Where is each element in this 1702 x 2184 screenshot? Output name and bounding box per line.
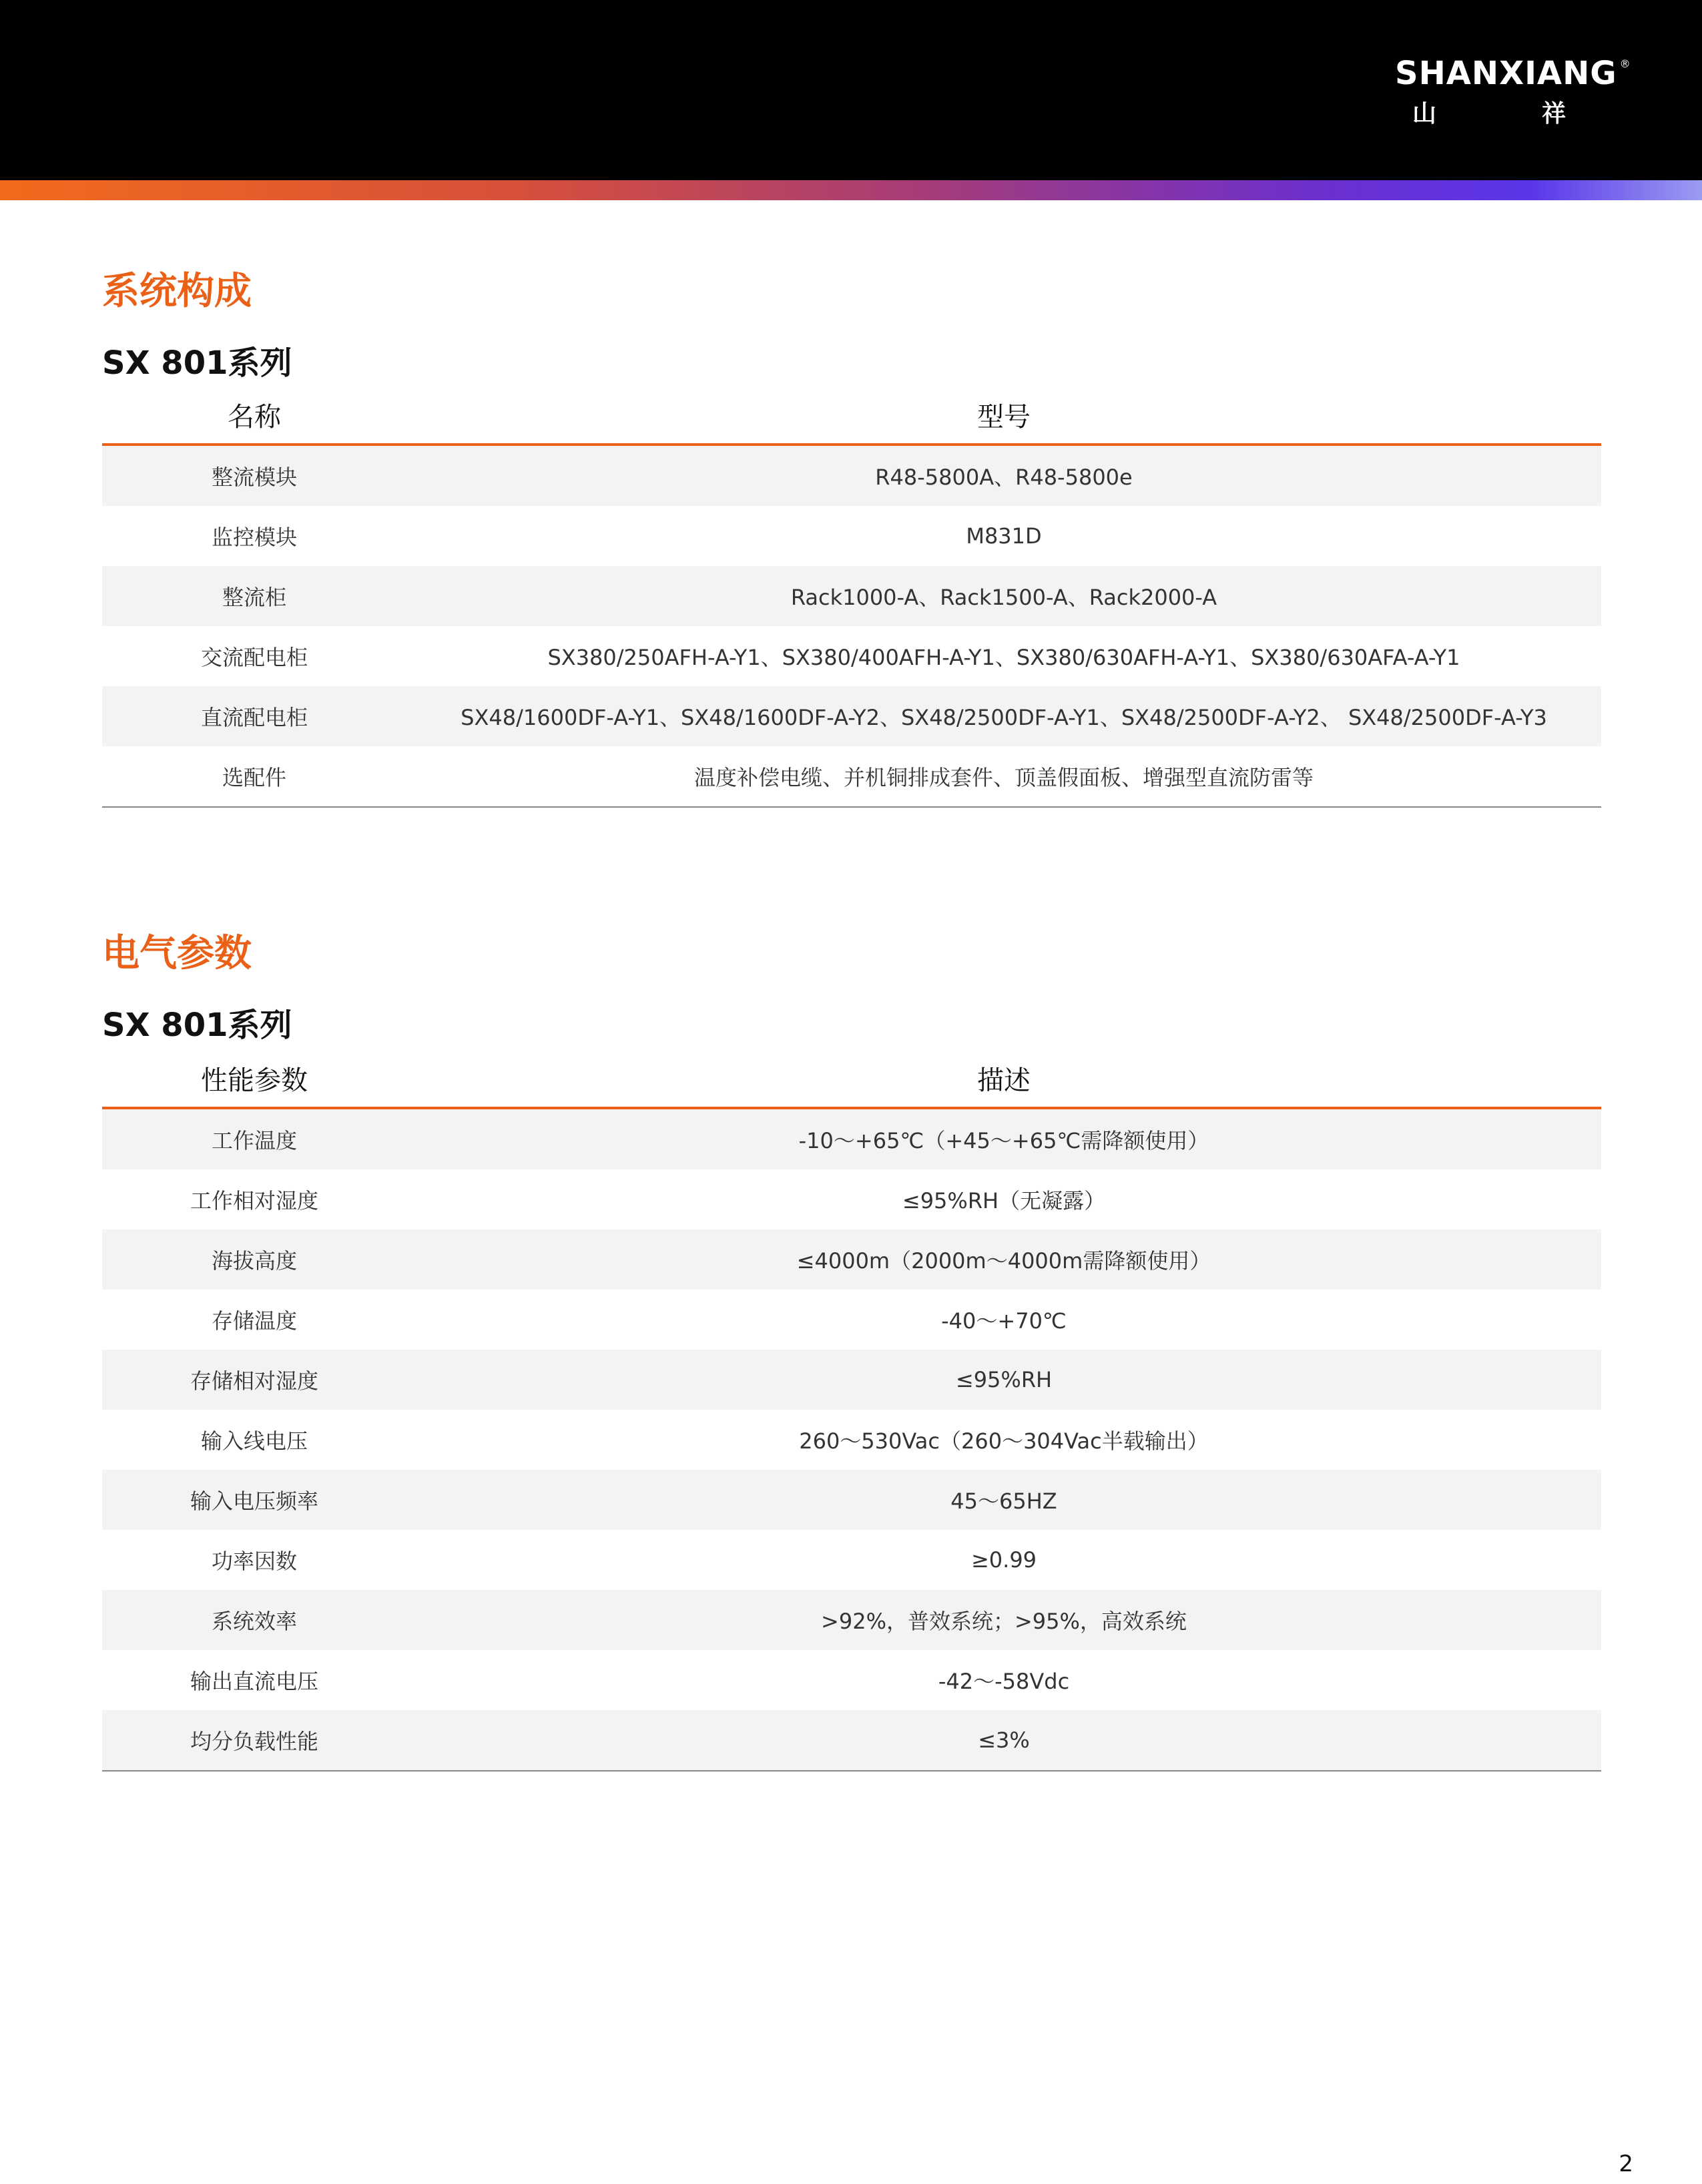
- electrical-section-title: 电气参数: [102, 932, 252, 975]
- system-section-title: 系统构成: [102, 270, 252, 313]
- table-row: [102, 445, 1601, 506]
- brand-cn-left: 山: [1412, 100, 1437, 127]
- page-header: [0, 0, 1702, 180]
- table-row: [102, 506, 1601, 566]
- row-name: 系统效率: [102, 1590, 406, 1650]
- brand-name: SHANXIANG ®: [1395, 55, 1631, 92]
- row-name: 选配件: [102, 746, 406, 807]
- row-value: R48-5800A、R48-5800e: [406, 445, 1601, 506]
- row-value: ≥0.99: [970, 1547, 1037, 1573]
- page-number: 2: [1619, 2151, 1633, 2177]
- row-value: SX48/1600DF-A-Y1、SX48/1600DF-A-Y2、SX48/2500DF-A-Y1、SX48/2500DF-A-Y2、 SX48/2500DF-A-Y3: [406, 686, 1601, 746]
- table-header-row: [102, 1049, 1601, 1108]
- row-name: 输入线电压: [200, 1428, 308, 1454]
- table-row: [102, 1108, 1601, 1169]
- row-value: SX380/250AFH-A-Y1、SX380/400AFH-A-Y1、SX380/630AFH-A-Y1、SX380/630AFA-A-Y1: [547, 645, 1460, 670]
- row-value: ≤4000m（2000m～4000m需降额使用）: [406, 1230, 1601, 1290]
- system-composition-table: [102, 386, 1601, 808]
- row-value: ≤3%: [406, 1710, 1601, 1771]
- table-header-row: [102, 386, 1601, 445]
- electrical-parameters-table: [102, 1049, 1601, 1771]
- row-value: >92%，普效系统；>95%，高效系统: [406, 1590, 1601, 1650]
- column-header-model: 型号: [406, 386, 1601, 445]
- table-row: [102, 686, 1601, 746]
- row-value: 温度补偿电缆、并机铜排成套件、顶盖假面板、增强型直流防雷等: [406, 746, 1601, 807]
- table-row: [102, 1530, 1601, 1590]
- row-name: 输入电压频率: [102, 1470, 406, 1530]
- row-name: 监控模块: [211, 525, 297, 550]
- row-name: 交流配电柜: [200, 645, 308, 670]
- column-header-description: 描述: [406, 1049, 1601, 1108]
- row-value: -40～+70℃: [941, 1308, 1067, 1334]
- row-value: ≤95%RH（无凝露）: [902, 1188, 1106, 1213]
- brand-chinese-name: [1412, 95, 1566, 129]
- row-value: ≤95%RH: [406, 1350, 1601, 1410]
- table-row: [102, 1470, 1601, 1530]
- row-value: 260～530Vac（260～304Vac半载输出）: [799, 1428, 1209, 1454]
- brand-logo: [1395, 55, 1631, 129]
- column-header-name: 名称: [102, 386, 406, 445]
- row-name: 功率因数: [211, 1549, 297, 1574]
- table-row: [102, 1169, 1601, 1230]
- system-series-title: SX 801系列: [102, 344, 292, 382]
- table-row: [102, 1650, 1601, 1710]
- registered-mark: ®: [1619, 57, 1631, 70]
- table-row: [102, 1410, 1601, 1470]
- row-value: -10～+65℃（+45～+65℃需降额使用）: [406, 1108, 1601, 1169]
- row-value: -42～-58Vdc: [938, 1669, 1070, 1694]
- row-name: 工作相对湿度: [190, 1188, 318, 1213]
- row-name: 直流配电柜: [102, 686, 406, 746]
- table-row: [102, 1590, 1601, 1650]
- table-row: [102, 626, 1601, 686]
- electrical-series-title: SX 801系列: [102, 1007, 292, 1044]
- column-header-parameter: 性能参数: [102, 1049, 406, 1108]
- header-gradient-bar: [0, 180, 1702, 200]
- table-row: [102, 1290, 1601, 1350]
- table-row: [102, 566, 1601, 626]
- row-name: 存储温度: [211, 1308, 297, 1334]
- brand-cn-right: 祥: [1541, 100, 1566, 127]
- table-row: [102, 746, 1601, 807]
- row-name: 输出直流电压: [190, 1669, 318, 1694]
- row-name: 均分负载性能: [102, 1710, 406, 1771]
- row-name: 海拔高度: [102, 1230, 406, 1290]
- row-name: 整流模块: [102, 445, 406, 506]
- row-name: 工作温度: [102, 1108, 406, 1169]
- row-name: 整流柜: [102, 566, 406, 626]
- row-value: Rack1000-A、Rack1500-A、Rack2000-A: [406, 566, 1601, 626]
- table-row: [102, 1350, 1601, 1410]
- row-name: 存储相对湿度: [102, 1350, 406, 1410]
- table-row: [102, 1230, 1601, 1290]
- row-value: M831D: [966, 523, 1042, 549]
- table-row: [102, 1710, 1601, 1771]
- row-value: 45～65HZ: [406, 1470, 1601, 1530]
